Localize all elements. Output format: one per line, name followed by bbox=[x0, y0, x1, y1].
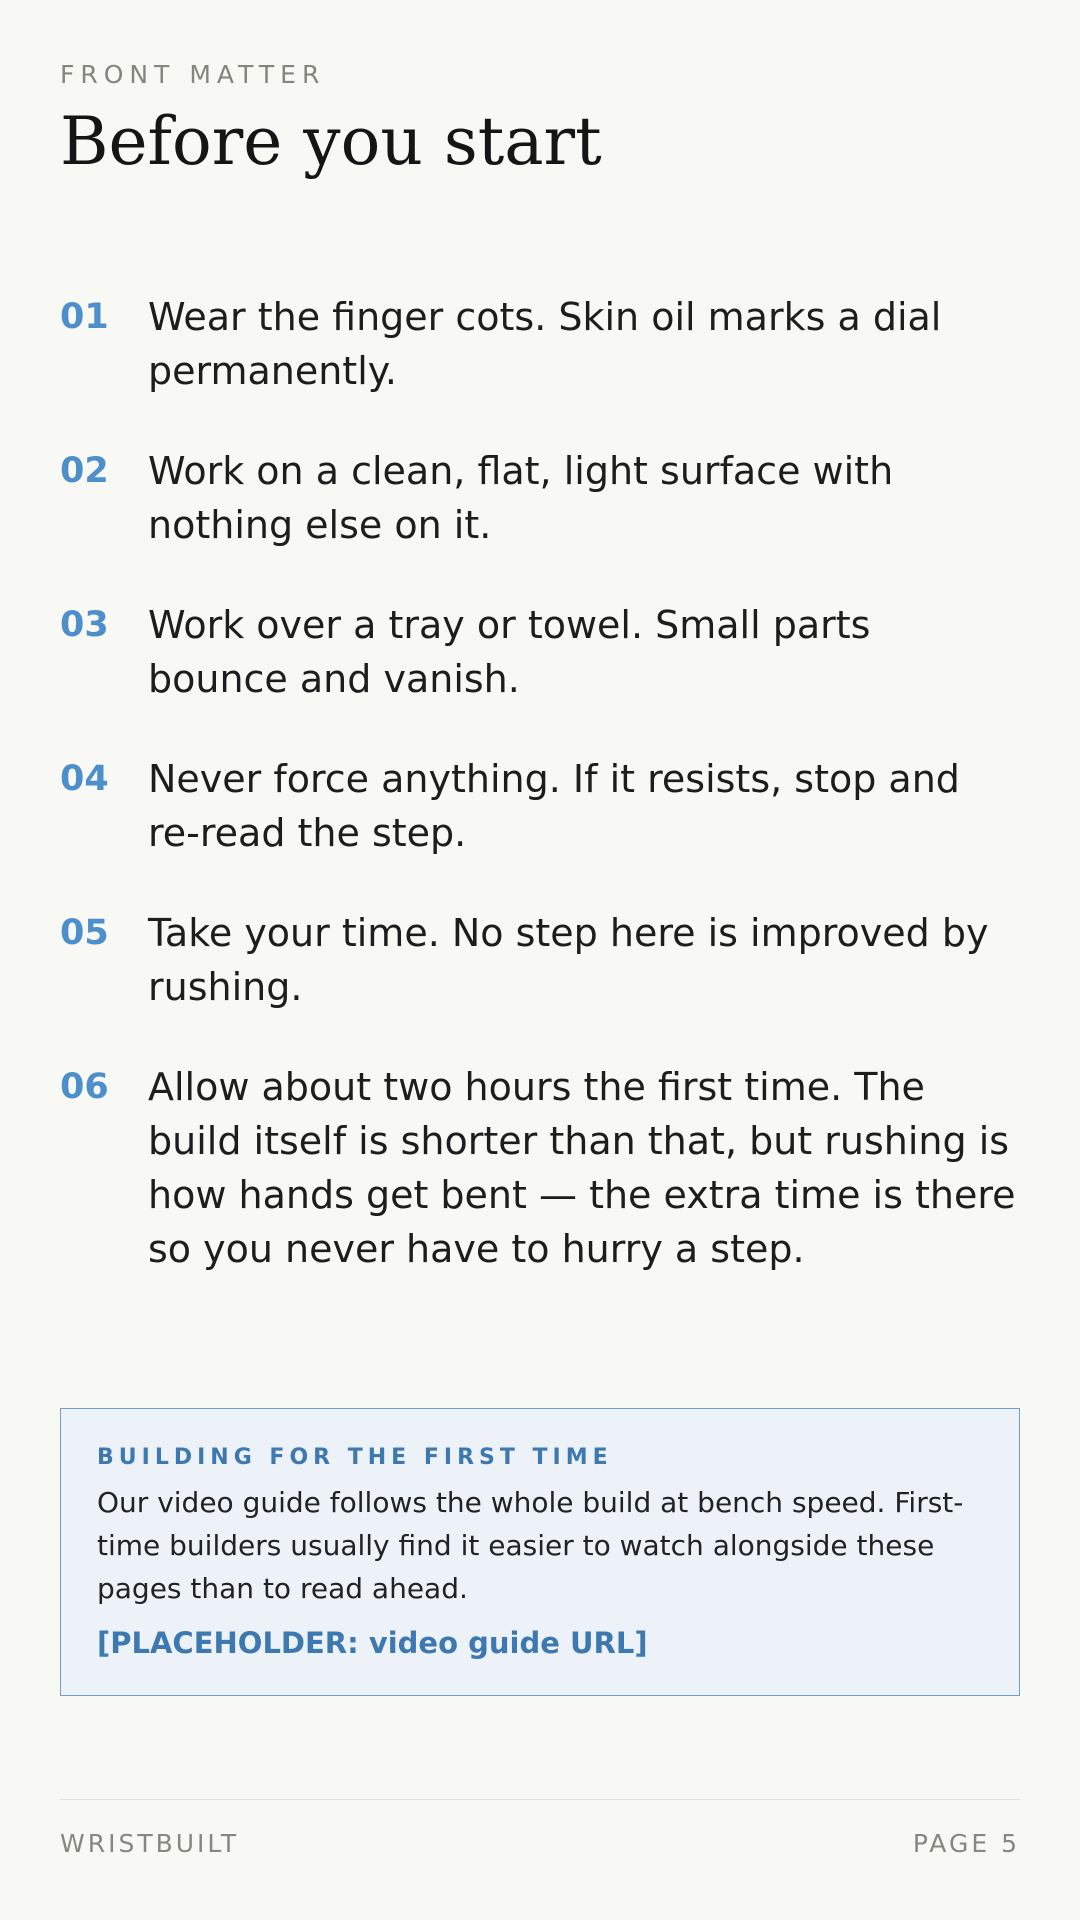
callout-heading: BUILDING FOR THE FIRST TIME bbox=[97, 1445, 613, 1470]
rule-number: 06 bbox=[60, 1067, 109, 1107]
list-item bbox=[60, 598, 1020, 706]
list-item bbox=[60, 1060, 1020, 1276]
rule-text: Allow about two hours the first time. The build itself is shorter than that, but rushing is how hands get bent — the extra time is there so you never have to hurry a step. bbox=[148, 1065, 1016, 1271]
rule-text: Take your time. No step here is improved by rushing. bbox=[148, 911, 989, 1009]
page bbox=[60, 0, 1020, 1920]
first-time-callout bbox=[60, 1408, 1020, 1696]
footer-divider bbox=[60, 1799, 1020, 1800]
rule-text: Wear the finger cots. Skin oil marks a dial permanently. bbox=[148, 295, 942, 393]
rule-number: 03 bbox=[60, 605, 109, 645]
rule-number: 04 bbox=[60, 759, 109, 799]
rule-text: Work over a tray or towel. Small parts bounce and vanish. bbox=[148, 603, 871, 701]
rule-number: 05 bbox=[60, 913, 109, 953]
page-number: PAGE 5 bbox=[912, 1829, 1020, 1858]
section-eyebrow: FRONT MATTER bbox=[60, 60, 326, 89]
page-title: Before you start bbox=[60, 103, 602, 180]
list-item bbox=[60, 290, 1020, 398]
rule-text: Work on a clean, flat, light surface with nothing else on it. bbox=[148, 449, 894, 547]
rule-number: 02 bbox=[60, 451, 109, 491]
rule-text: Never force anything. If it resists, stop and re-read the step. bbox=[148, 757, 960, 855]
callout-body: Our video guide follows the whole build at bench speed. First-time builders usually find it easier to watch alongside these pages than to read ahead. bbox=[97, 1486, 964, 1605]
footer-brand: WRISTBUILT bbox=[60, 1829, 240, 1858]
rule-number: 01 bbox=[60, 297, 109, 337]
rules-list bbox=[60, 290, 1020, 1322]
list-item bbox=[60, 444, 1020, 552]
list-item bbox=[60, 752, 1020, 860]
list-item bbox=[60, 906, 1020, 1014]
video-guide-link[interactable]: [PLACEHOLDER: video guide URL] bbox=[97, 1626, 648, 1660]
